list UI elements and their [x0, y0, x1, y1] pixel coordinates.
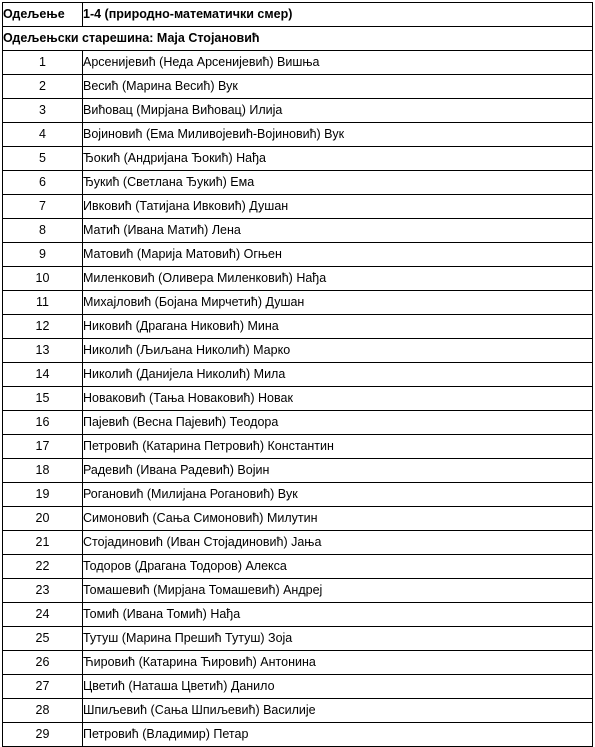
student-number: 10 — [3, 267, 83, 291]
student-name: Матић (Ивана Матић) Лена — [83, 219, 593, 243]
student-row — [3, 75, 593, 99]
student-name: Николић (Љиљана Николић) Марко — [83, 339, 593, 363]
student-number: 20 — [3, 507, 83, 531]
student-row — [3, 507, 593, 531]
student-number: 22 — [3, 555, 83, 579]
student-number: 13 — [3, 339, 83, 363]
student-row — [3, 555, 593, 579]
student-row — [3, 411, 593, 435]
student-number: 25 — [3, 627, 83, 651]
class-label: Одељење — [3, 3, 83, 27]
student-name: Томић (Ивана Томић) Нађа — [83, 603, 593, 627]
student-name: Петровић (Катарина Петровић) Константин — [83, 435, 593, 459]
student-row — [3, 171, 593, 195]
student-row — [3, 483, 593, 507]
student-number: 19 — [3, 483, 83, 507]
student-name: Михајловић (Бојана Мирчетић) Душан — [83, 291, 593, 315]
student-number: 21 — [3, 531, 83, 555]
student-name: Тутуш (Марина Прешић Тутуш) Зоја — [83, 627, 593, 651]
student-name: Ђукић (Светлана Ђукић) Ема — [83, 171, 593, 195]
student-row — [3, 387, 593, 411]
student-name: Пајевић (Весна Пајевић) Теодора — [83, 411, 593, 435]
student-name: Симоновић (Сања Симоновић) Милутин — [83, 507, 593, 531]
student-number: 14 — [3, 363, 83, 387]
class-value: 1-4 (природно-математички смер) — [83, 3, 593, 27]
student-number: 15 — [3, 387, 83, 411]
student-number: 17 — [3, 435, 83, 459]
student-name: Никовић (Драгана Никовић) Мина — [83, 315, 593, 339]
student-number: 8 — [3, 219, 83, 243]
student-row — [3, 459, 593, 483]
student-row — [3, 339, 593, 363]
student-name: Томашевић (Мирјана Томашевић) Андреј — [83, 579, 593, 603]
student-number: 7 — [3, 195, 83, 219]
student-number: 3 — [3, 99, 83, 123]
student-row — [3, 675, 593, 699]
student-row — [3, 267, 593, 291]
student-number: 4 — [3, 123, 83, 147]
student-row — [3, 363, 593, 387]
student-row — [3, 99, 593, 123]
student-row — [3, 147, 593, 171]
student-name: Тодоров (Драгана Тодоров) Алекса — [83, 555, 593, 579]
student-name: Ивковић (Татијана Ивковић) Душан — [83, 195, 593, 219]
student-name: Миленковић (Оливера Миленковић) Нађа — [83, 267, 593, 291]
student-number: 27 — [3, 675, 83, 699]
student-number: 1 — [3, 51, 83, 75]
student-row — [3, 723, 593, 747]
student-number: 9 — [3, 243, 83, 267]
student-number: 16 — [3, 411, 83, 435]
student-number: 23 — [3, 579, 83, 603]
roster-body — [3, 3, 593, 747]
class-roster-table — [2, 2, 593, 747]
student-name: Цветић (Наташа Цветић) Данило — [83, 675, 593, 699]
student-name: Војиновић (Ема Миливојевић-Војиновић) Вук — [83, 123, 593, 147]
student-number: 12 — [3, 315, 83, 339]
student-name: Новаковић (Тања Новаковић) Новак — [83, 387, 593, 411]
student-name: Весић (Марина Весић) Вук — [83, 75, 593, 99]
student-number: 11 — [3, 291, 83, 315]
student-row — [3, 627, 593, 651]
student-name: Радевић (Ивана Радевић) Војин — [83, 459, 593, 483]
student-row — [3, 435, 593, 459]
student-row — [3, 315, 593, 339]
student-name: Стојадиновић (Иван Стојадиновић) Јања — [83, 531, 593, 555]
student-number: 18 — [3, 459, 83, 483]
student-row — [3, 219, 593, 243]
student-name: Петровић (Владимир) Петар — [83, 723, 593, 747]
student-name: Рогановић (Милијана Рогановић) Вук — [83, 483, 593, 507]
student-name: Матовић (Марија Матовић) Огњен — [83, 243, 593, 267]
student-number: 26 — [3, 651, 83, 675]
homeroom-teacher: Одељењски старешина: Маја Стојановић — [3, 27, 593, 51]
student-row — [3, 51, 593, 75]
student-row — [3, 123, 593, 147]
student-row — [3, 651, 593, 675]
teacher-row — [3, 27, 593, 51]
student-row — [3, 603, 593, 627]
student-number: 24 — [3, 603, 83, 627]
student-row — [3, 531, 593, 555]
student-name: Шпиљевић (Сања Шпиљевић) Василије — [83, 699, 593, 723]
student-row — [3, 291, 593, 315]
student-name: Вићовац (Мирјана Вићовац) Илија — [83, 99, 593, 123]
student-number: 29 — [3, 723, 83, 747]
student-number: 6 — [3, 171, 83, 195]
student-number: 28 — [3, 699, 83, 723]
student-name: Николић (Данијела Николић) Мила — [83, 363, 593, 387]
student-name: Арсенијевић (Неда Арсенијевић) Вишња — [83, 51, 593, 75]
student-row — [3, 579, 593, 603]
student-name: Ћировић (Катарина Ћировић) Антонина — [83, 651, 593, 675]
student-name: Ђокић (Андријана Ђокић) Нађа — [83, 147, 593, 171]
student-row — [3, 243, 593, 267]
student-row — [3, 699, 593, 723]
class-header-row — [3, 3, 593, 27]
student-number: 5 — [3, 147, 83, 171]
student-number: 2 — [3, 75, 83, 99]
student-row — [3, 195, 593, 219]
